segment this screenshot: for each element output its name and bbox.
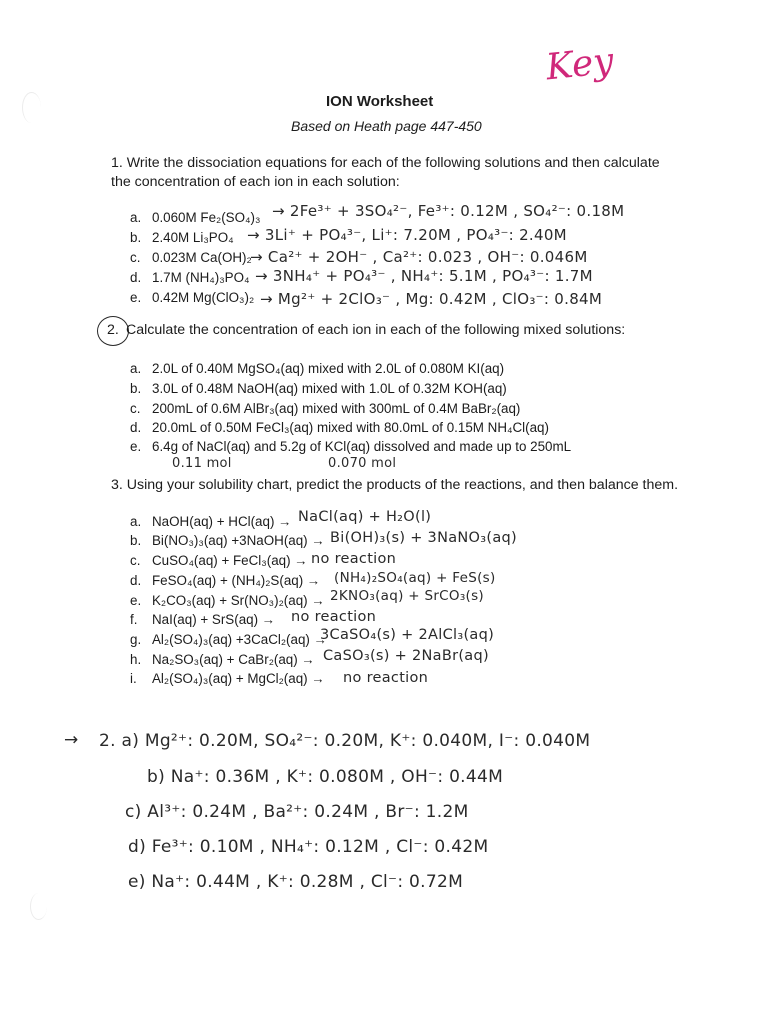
q1-answer-a: → 2Fe³⁺ + 3SO₄²⁻, Fe³⁺: 0.12M , SO₄²⁻: 0.18M (272, 202, 625, 220)
q2-item-e (130, 439, 571, 454)
q2-heading: Calculate the concentration of each ion in each of the following mixed solutions: (126, 322, 626, 338)
item-text: CuSO₄(aq) + FeCl₃(aq) → (152, 553, 308, 568)
item-label: b. (130, 381, 142, 396)
item-text: 0.060M Fe₂(SO₄)₃ (152, 210, 261, 225)
item-label: h. (130, 652, 142, 667)
item-text: K₂CO₃(aq) + Sr(NO₃)₂(aq) → (152, 593, 325, 608)
q1-answer-e: → Mg²⁺ + 2ClO₃⁻ , Mg: 0.42M , ClO₃⁻: 0.84M (260, 290, 603, 308)
q1-item-a (130, 210, 260, 225)
q3-answer-a: NaCl(aq) + H₂O(l) (298, 509, 432, 525)
item-label: c. (130, 401, 141, 416)
q3-item-f (130, 612, 275, 627)
item-text: Al₂(SO₄)₃(aq) + MgCl₂(aq) → (152, 671, 325, 686)
item-text: 1.7M (NH₄)₃PO₄ (152, 270, 250, 285)
q2-number: 2. (107, 322, 119, 338)
q2-answer-line-a: 2. a) Mg²⁺: 0.20M, SO₄²⁻: 0.20M, K⁺: 0.040M, I⁻: 0.040M (99, 731, 591, 751)
q2-answer-line-e: e) Na⁺: 0.44M , K⁺: 0.28M , Cl⁻: 0.72M (128, 872, 464, 892)
q1-answer-c: → Ca²⁺ + 2OH⁻ , Ca²⁺: 0.023 , OH⁻: 0.046M (250, 248, 588, 266)
q2-answer-line-c: c) Al³⁺: 0.24M , Ba²⁺: 0.24M , Br⁻: 1.2M (125, 802, 469, 822)
item-label: a. (130, 514, 142, 529)
item-label: g. (130, 632, 142, 647)
q3-item-i (130, 671, 325, 686)
item-label: a. (130, 210, 142, 225)
q3-answer-e: 2KNO₃(aq) + SrCO₃(s) (330, 588, 484, 604)
answer-key-mark: Key (544, 40, 616, 89)
q3-answer-i: no reaction (343, 670, 429, 686)
q3-answer-b: Bi(OH)₃(s) + 3NaNO₃(aq) (330, 530, 517, 546)
q3-heading: 3. Using your solubility chart, predict the products of the reactions, and then balance them. (111, 477, 679, 493)
item-text: NaI(aq) + SrS(aq) → (152, 612, 276, 627)
item-label: d. (130, 573, 142, 588)
item-text: 0.023M Ca(OH)₂ (152, 250, 252, 265)
q3-item-g (130, 632, 327, 647)
item-label: a. (130, 361, 142, 376)
worksheet-subtitle: Based on Heath page 447-450 (291, 118, 482, 134)
item-label: c. (130, 553, 141, 568)
q3-answer-g: 3CaSO₄(s) + 2AlCl₃(aq) (320, 627, 495, 643)
q1-answer-d: → 3NH₄⁺ + PO₄³⁻ , NH₄⁺: 5.1M , PO₄³⁻: 1.7M (255, 267, 593, 285)
worksheet-title: ION Worksheet (326, 93, 434, 110)
item-label: e. (130, 290, 142, 305)
item-text: 6.4g of NaCl(aq) and 5.2g of KCl(aq) dissolved and made up to 250mL (152, 439, 572, 454)
scan-edge-mark-top (22, 92, 41, 123)
scan-edge-mark-bottom (30, 893, 47, 920)
item-text: NaOH(aq) + HCl(aq) → (152, 514, 292, 529)
q3-item-b (130, 533, 325, 548)
q2-item-a (130, 361, 504, 376)
item-label: c. (130, 250, 141, 265)
item-text: Bi(NO₃)₃(aq) +3NaOH(aq) → (152, 533, 325, 548)
item-label: e. (130, 439, 142, 454)
q3-answer-h: CaSO₃(s) + 2NaBr(aq) (323, 648, 489, 664)
q3-item-d (130, 573, 320, 588)
item-label: e. (130, 593, 142, 608)
item-label: b. (130, 533, 142, 548)
item-text: 3.0L of 0.48M NaOH(aq) mixed with 1.0L of 0.32M KOH(aq) (152, 381, 507, 396)
q2-item-b (130, 381, 507, 396)
item-text: 2.0L of 0.40M MgSO₄(aq) mixed with 2.0L of 0.080M KI(aq) (152, 361, 505, 376)
q1-item-c (130, 250, 252, 265)
item-text: 20.0mL of 0.50M FeCl₃(aq) mixed with 80.0mL of 0.15M NH₄Cl(aq) (152, 420, 549, 435)
q3-item-h (130, 652, 315, 667)
item-label: b. (130, 230, 142, 245)
q2-note-nacl-moles: 0.11 mol (172, 456, 232, 471)
item-text: Na₂SO₃(aq) + CaBr₂(aq) → (152, 652, 315, 667)
item-label: f. (130, 612, 138, 627)
q3-item-c (130, 553, 308, 568)
q3-answer-c: no reaction (311, 551, 397, 567)
q3-item-e (130, 593, 325, 608)
q2-note-kcl-moles: 0.070 mol (328, 456, 397, 471)
q3-answer-d: (NH₄)₂SO₄(aq) + FeS(s) (334, 570, 496, 586)
item-text: FeSO₄(aq) + (NH₄)₂S(aq) → (152, 573, 321, 588)
q1-item-d (130, 270, 249, 285)
item-text: 2.40M Li₃PO₄ (152, 230, 234, 245)
q2-item-d (130, 420, 549, 435)
item-label: i. (130, 671, 137, 686)
item-text: 0.42M Mg(ClO₃)₂ (152, 290, 255, 305)
q1-item-e (130, 290, 254, 305)
q3-item-a (130, 514, 292, 529)
q2-answer-line-b: b) Na⁺: 0.36M , K⁺: 0.080M , OH⁻: 0.44M (147, 767, 504, 787)
q1-instruction-line1: 1. Write the dissociation equations for each of the following solutions and then calculate (111, 155, 660, 171)
item-text: 200mL of 0.6M AlBr₃(aq) mixed with 300mL of 0.4M BaBr₂(aq) (152, 401, 521, 416)
item-label: d. (130, 270, 142, 285)
q2-answers-arrow: → (64, 730, 79, 750)
q1-instruction-line2: the concentration of each ion in each solution: (111, 174, 400, 190)
q1-answer-b: → 3Li⁺ + PO₄³⁻, Li⁺: 7.20M , PO₄³⁻: 2.40M (247, 226, 567, 244)
item-label: d. (130, 420, 142, 435)
q1-item-b (130, 230, 234, 245)
item-text: Al₂(SO₄)₃(aq) +3CaCl₂(aq) → (152, 632, 327, 647)
q2-item-c (130, 401, 520, 416)
q2-answer-line-d: d) Fe³⁺: 0.10M , NH₄⁺: 0.12M , Cl⁻: 0.42M (128, 837, 489, 857)
q3-answer-f: no reaction (291, 609, 377, 625)
